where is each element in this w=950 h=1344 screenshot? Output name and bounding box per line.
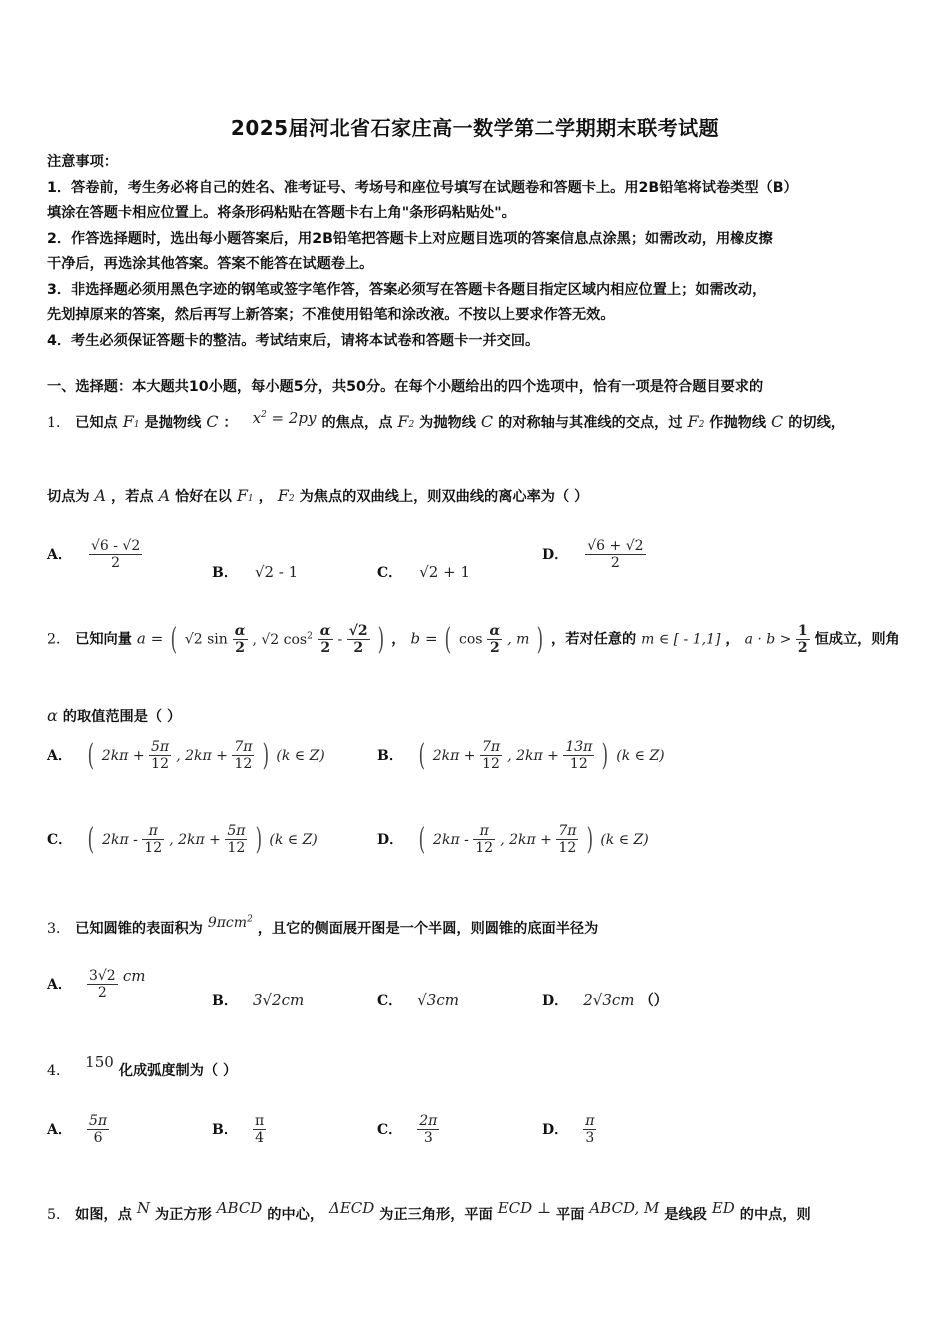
math-vector-b: b [410, 629, 421, 648]
q1-text: ： [223, 415, 238, 431]
math-fraction: $\frac{7\pi}{12}$ [558, 823, 577, 856]
section-heading: 一、选择题：本大题共10小题，每小题5分，共50分。在每个小题给出的四个选项中，恰有一项是符合题目要求的 [47, 379, 764, 395]
math-expr: cos [459, 631, 483, 648]
math-domain: (k ∈ Z) [276, 748, 325, 764]
right-paren: ) [262, 738, 269, 773]
option-label: A． [47, 977, 72, 993]
q4-option-d[interactable] [542, 1113, 596, 1146]
math-expr: - [337, 631, 347, 648]
notice-line: 3．非选择题必须用黑色字迹的钢笔或签字笔作答，答案必须写在答题卡各题目指定区域内相应位置上；如需改动， [47, 281, 767, 298]
question-2 [47, 622, 900, 657]
q4-option-a[interactable] [47, 1113, 109, 1146]
question-number: 5． [47, 1207, 71, 1223]
q5-text: 为正方形 [154, 1207, 212, 1223]
right-paren: ) [586, 822, 593, 857]
math-domain: (k ∈ Z) [616, 748, 665, 764]
q1-text: 作抛物线 [709, 415, 767, 431]
option-label: C． [377, 993, 403, 1009]
math-square: ABCD [216, 1199, 263, 1217]
q3-option-c[interactable] [377, 990, 459, 1010]
question-number: 4． [47, 1063, 71, 1079]
option-value: 3√2cm [252, 991, 305, 1009]
option-fraction: $\frac{\pi}{3}$ [585, 1113, 595, 1146]
q5-text: 是线段 [664, 1207, 707, 1223]
q1-text: 为焦点的双曲线上，则双曲线的离心率为（ ） [299, 489, 589, 505]
q1-option-d[interactable] [542, 538, 646, 571]
q1-text: 的焦点，点 [321, 415, 393, 431]
math-expr: 2kπ - [433, 832, 474, 848]
math-expr: , 2kπ + [176, 748, 233, 764]
math-expr: , √2 $\cos^2$ [252, 630, 313, 648]
math-area: 9πcm$^2$ [207, 914, 253, 931]
notice-line: 4．考生必须保证答题卡的整洁。考试结束后，请将本试卷和答题卡一并交回。 [47, 332, 540, 349]
left-paren: ( [87, 822, 95, 857]
q2-text: 恒成立，则角 [814, 631, 900, 648]
notice-line: 干净后，再选涂其他答案。答案不能答在试题卷上。 [47, 256, 374, 272]
math-N: N [136, 1199, 151, 1217]
math-fraction: $\frac{5\pi}{12}$ [227, 823, 246, 856]
math-F2: F2 [277, 486, 295, 505]
notice-line: 先划掉原来的答案，然后再写上新答案；不准使用铅笔和涂改液。不按以上要求作答无效。 [47, 307, 615, 323]
q2-option-c[interactable] [47, 822, 318, 857]
q4-option-b[interactable] [212, 1113, 266, 1146]
q3-text: 已知圆锥的表面积为 [75, 921, 203, 937]
math-fraction: $\frac{\pi}{12}$ [475, 823, 494, 856]
q5-text: 为正三角形，平面 [379, 1207, 493, 1223]
math-expr: , 2kπ + [507, 748, 564, 764]
q2-option-a[interactable] [47, 738, 325, 773]
math-F2: F2 [687, 412, 705, 431]
math-A: A [94, 486, 107, 505]
option-unit: cm [122, 967, 146, 985]
option-label: A． [47, 748, 72, 764]
q5-text: 的中心， [267, 1207, 325, 1223]
option-value: √2 + 1 [419, 563, 470, 581]
math-expr: 2kπ + [101, 748, 150, 764]
math-C: C [206, 412, 219, 431]
option-fraction: $\frac{2\pi}{3}$ [419, 1113, 438, 1146]
option-label: B． [212, 565, 238, 581]
math-expr: 2kπ - [102, 832, 143, 848]
q1-text: 的切线， [788, 415, 845, 431]
question-number: 1． [47, 415, 71, 431]
q1-option-c[interactable] [377, 562, 470, 582]
q2-text: 的取值范围是（ ） [62, 709, 182, 725]
math-expr: , 2kπ + [169, 832, 226, 848]
math-equals: = [425, 629, 443, 648]
math-fraction: $\frac{5\pi}{12}$ [151, 739, 170, 772]
math-triangle: ΔECD [329, 1199, 375, 1217]
question-5 [47, 1199, 811, 1224]
q2-option-d[interactable] [377, 822, 649, 857]
question-1-line-2 [47, 486, 588, 506]
math-fraction: $\frac{1}{2}$ [797, 623, 808, 656]
math-expr: √2 sin [184, 631, 228, 648]
q1-text: ， [258, 489, 273, 505]
option-label: D． [542, 547, 569, 563]
q1-text: ，若点 [111, 489, 154, 505]
left-paren: ( [418, 738, 426, 773]
q1-text: 切点为 [47, 489, 90, 505]
math-fraction: $\frac{\alpha}{2}$ [234, 623, 246, 656]
math-C: C [771, 412, 784, 431]
q5-text: 的中点，则 [739, 1207, 811, 1223]
math-dot-product: a · b > [744, 631, 796, 648]
option-label: A． [47, 1122, 72, 1138]
math-F1: F1 [236, 486, 254, 505]
option-value: 2√3cm [583, 991, 635, 1009]
q2-option-b[interactable] [377, 738, 665, 773]
q4-option-c[interactable] [377, 1113, 439, 1146]
option-value: √2 - 1 [254, 563, 299, 581]
notice-line: 2．作答选择题时，选出每小题答案后，用2B铅笔把答题卡上对应题目选项的答案信息点涂黑；如需改动，用橡皮擦 [47, 230, 773, 247]
math-fraction: $\frac{7\pi}{12}$ [234, 739, 253, 772]
question-4 [47, 1053, 238, 1080]
q2-text: 已知向量 [75, 631, 132, 648]
q1-text: 是抛物线 [144, 415, 202, 431]
math-parabola-eq: $x^2 = 2py$ [252, 409, 317, 427]
option-fraction: $\frac{5\pi}{6}$ [88, 1113, 108, 1146]
option-value: √3cm [417, 991, 459, 1009]
q3-option-b[interactable] [212, 990, 304, 1010]
option-fraction: $\frac{√6 + √2}{2}$ [587, 538, 644, 571]
math-plane: ABCD, M [589, 1199, 660, 1217]
q2-text: ， [391, 631, 406, 648]
question-3 [47, 914, 599, 938]
notice-heading: 注意事项： [47, 154, 118, 170]
left-paren: ( [418, 822, 426, 857]
option-label: C． [377, 565, 403, 581]
left-paren: ( [444, 622, 452, 657]
notice-line: 填涂在答题卡相应位置上。将条形码粘贴在答题卡右上角"条形码粘贴处"。 [47, 205, 516, 221]
option-fraction: $\frac{3√2}{2}$ [88, 968, 116, 1001]
option-label: B． [212, 1122, 238, 1138]
math-A: A [158, 486, 171, 505]
q2-text: ， [725, 631, 740, 648]
q1-text: 已知点 [75, 415, 118, 431]
math-C: C [480, 412, 494, 431]
question-number: 2． [47, 631, 71, 648]
math-expr: 2kπ + [432, 748, 480, 764]
left-paren: ( [170, 622, 178, 657]
left-paren: ( [87, 738, 95, 773]
q3-text: ，且它的侧面展开图是一个半圆，则圆锥的底面半径为 [257, 921, 599, 937]
q2-text: ，若对任意的 [551, 631, 637, 648]
page-title: 2025届河北省石家庄高一数学第二学期期末联考试题 [230, 116, 720, 140]
right-paren: ) [377, 622, 384, 657]
math-segment: ED [711, 1199, 735, 1217]
option-label: D． [377, 832, 404, 848]
math-F2: F2 [397, 412, 415, 431]
math-expr: , m [507, 631, 530, 648]
option-fraction: $\frac{\pi}{4}$ [254, 1113, 265, 1146]
option-label: D． [542, 993, 569, 1009]
q4-text: 化成弧度制为（ ） [118, 1063, 238, 1079]
math-range: m ∈ [ - 1,1] [641, 631, 721, 648]
option-label: B． [377, 748, 403, 764]
math-fraction: $\frac{13\pi}{12}$ [565, 739, 593, 772]
math-domain: (k ∈ Z) [600, 832, 649, 848]
math-F1: F1 [122, 412, 140, 431]
q3-option-a[interactable] [47, 968, 145, 1001]
right-paren: ) [602, 738, 609, 773]
q3-option-d[interactable] [542, 990, 668, 1010]
math-domain: (k ∈ Z) [269, 832, 318, 848]
right-paren: ) [255, 822, 262, 857]
math-fraction: $\frac{√2}{2}$ [348, 623, 368, 656]
option-label: A． [47, 547, 72, 563]
right-paren: ) [536, 622, 544, 657]
option-fraction: $\frac{√6 - √2}{2}$ [90, 538, 141, 571]
math-fraction: $\frac{\pi}{12}$ [144, 823, 163, 856]
question-number: 3． [47, 921, 71, 937]
math-plane: ECD ⊥ [497, 1199, 552, 1217]
q5-text: 平面 [556, 1207, 585, 1223]
option-label: C． [47, 832, 73, 848]
math-fraction: $\frac{\alpha}{2}$ [489, 623, 501, 656]
notice-line: 1．答卷前，考生务必将自己的姓名、准考证号、考场号和座位号填写在试题卷和答题卡上。用2B铅笔将试卷类型（B） [47, 179, 798, 196]
q5-text: 如图，点 [75, 1207, 132, 1223]
math-vector-a: a [136, 629, 146, 648]
math-degree-value: 150 [85, 1053, 114, 1071]
question-1 [47, 409, 845, 432]
option-label: C． [377, 1122, 403, 1138]
math-fraction: $\frac{7\pi}{12}$ [481, 739, 501, 772]
q1-option-b[interactable] [212, 562, 298, 582]
option-label: D． [542, 1122, 569, 1138]
math-fraction: $\frac{\alpha}{2}$ [319, 623, 331, 656]
notice-block [47, 150, 798, 354]
question-2-line-2 [47, 706, 181, 726]
answer-blank: （） [639, 993, 668, 1009]
math-expr: , 2kπ + [500, 832, 557, 848]
q1-option-a[interactable] [47, 538, 142, 571]
option-label: B． [212, 993, 238, 1009]
q1-text: 的对称轴与其准线的交点，过 [498, 415, 683, 431]
q1-text: 为抛物线 [419, 415, 476, 431]
math-equals: = [150, 629, 169, 648]
q1-text: 恰好在以 [175, 489, 232, 505]
math-alpha: α [47, 706, 58, 725]
